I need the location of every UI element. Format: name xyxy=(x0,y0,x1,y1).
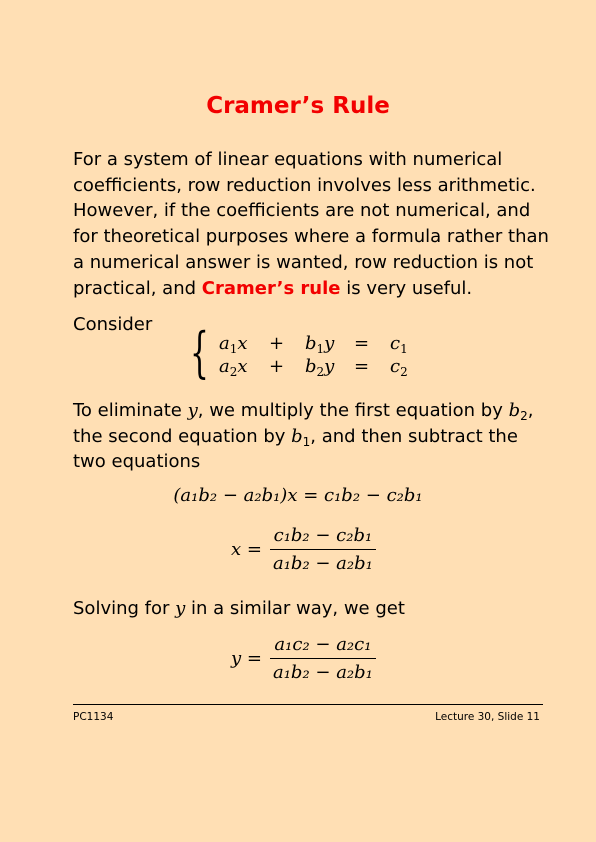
system-row-2 xyxy=(219,356,248,377)
slide-title: Cramer’s Rule xyxy=(206,93,390,119)
system-row-1-c xyxy=(390,333,408,354)
plus-sign: + xyxy=(269,356,285,377)
intro-text-end: is very useful. xyxy=(340,277,473,299)
x-fraction xyxy=(270,525,376,574)
var-x: x xyxy=(237,333,248,354)
cramers-rule-highlight: Cramer’s rule xyxy=(201,277,341,299)
plus-sign: + xyxy=(269,333,285,354)
coef-a: a xyxy=(219,356,230,377)
text: To eliminate xyxy=(73,400,188,421)
consider-label: Consider xyxy=(73,314,153,335)
text: , the second equation by xyxy=(73,400,534,447)
y-numerator: a₁c₂ − a₂c₁ xyxy=(274,634,372,655)
text: Solving for xyxy=(73,598,176,619)
x-lhs: x = xyxy=(231,539,262,560)
coef-a: a xyxy=(219,333,230,354)
var-y: y xyxy=(324,333,335,354)
var-x: x xyxy=(237,356,248,377)
text: , and then subtract the two equations xyxy=(73,425,518,473)
footer-course-code: PC1134 xyxy=(73,711,114,723)
x-formula xyxy=(231,525,376,574)
system-row-1-b xyxy=(305,333,334,354)
sub: 1 xyxy=(316,342,325,356)
y-denominator: a₁b₂ − a₂b₁ xyxy=(270,658,376,683)
footer-slide-number: Lecture 30, Slide 11 xyxy=(435,711,540,723)
coef-b: b xyxy=(508,400,521,421)
left-brace: { xyxy=(190,321,209,384)
elimination-paragraph xyxy=(73,398,553,475)
combined-equation: (a₁b₂ − a₂b₁)x = c₁b₂ − c₂b₁ xyxy=(173,485,423,506)
x-numerator: c₁b₂ − c₂b₁ xyxy=(273,525,373,546)
sub: 1 xyxy=(400,342,408,356)
sub: 2 xyxy=(400,365,408,379)
system-row-2-b xyxy=(305,356,334,377)
sub: 1 xyxy=(229,342,238,356)
solving-paragraph xyxy=(73,596,553,622)
intro-paragraph xyxy=(73,147,553,301)
sub: 1 xyxy=(302,434,311,449)
footer-divider xyxy=(73,704,543,705)
equals-sign: = xyxy=(354,356,370,377)
y-formula xyxy=(231,634,376,683)
sub: 2 xyxy=(229,365,238,379)
system-row-1 xyxy=(219,333,248,354)
coef-b: b xyxy=(291,425,303,447)
coef-b: b xyxy=(305,333,317,354)
y-lhs: y = xyxy=(231,648,262,669)
const-c: c xyxy=(390,356,401,377)
text: in a similar way, we get xyxy=(185,598,405,619)
coef-b: b xyxy=(305,356,317,377)
x-denominator: a₁b₂ − a₂b₁ xyxy=(270,549,376,574)
var-y: y xyxy=(324,356,335,377)
sub: 2 xyxy=(520,409,528,423)
y-fraction xyxy=(270,634,376,683)
const-c: c xyxy=(390,333,401,354)
var-y: y xyxy=(175,598,186,619)
intro-text: For a system of linear equations with numerical coefficients, row reduction involves less arithmetic. However, if the coefficients are not numerical, and for theoretical purposes where a formula rather than a numerical answer is wanted, row reduction is not practical, and xyxy=(73,149,549,299)
text: , we multiply the first equation by xyxy=(197,400,509,421)
equals-sign: = xyxy=(354,333,370,354)
system-row-2-c xyxy=(390,356,408,377)
sub: 2 xyxy=(316,365,325,379)
var-y: y xyxy=(187,400,198,421)
